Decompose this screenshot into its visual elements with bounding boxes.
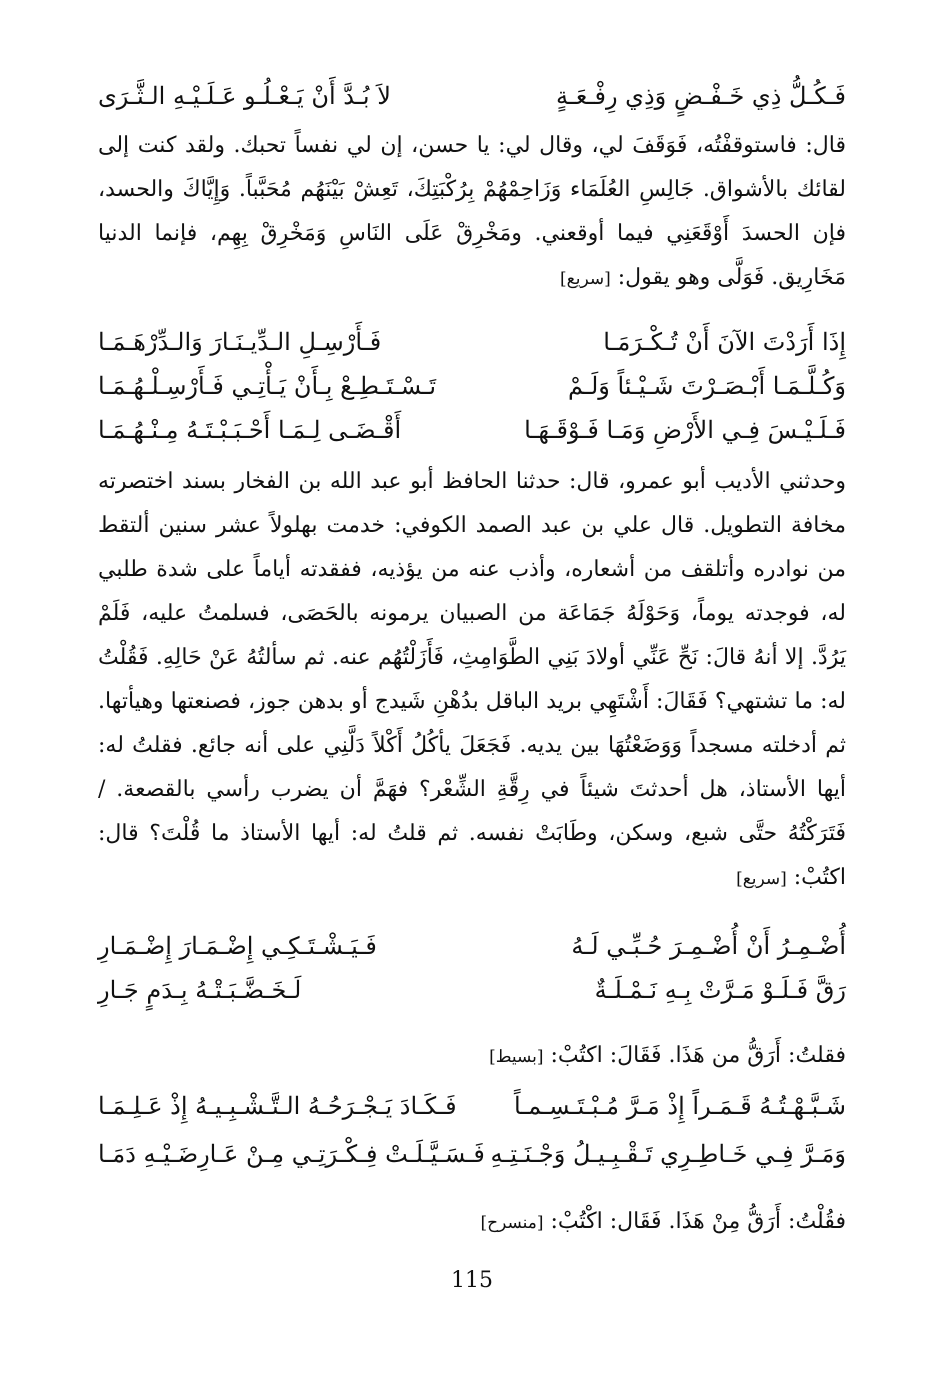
meter-label: [بسيط]	[489, 1047, 544, 1067]
verse-line	[98, 926, 846, 966]
verse-second-hemistich: تَـسْـتَـطِـعْ بِـأَنْ يَـأْتِـي فَـأَرْسِـلْـهُـمَـا	[98, 372, 437, 400]
paragraph-text: وحدثني الأديب أبو عمرو، قال: حدثنا الحافظ أبو عبد الله بن الفخار بسند اختصرته مخافة التطويل. قال علي بن عبد الصمد الكوفي: خدمت بهلولاً عشر سنين ألتقط من نوادره وأتلقف من أشعاره، وأذب عنه من يؤذيه، ففقدته أياماً على شدة طلبي له، فوجدته يوماً، وَحَوْلَهُ جَمَاعَة من الصبيان يرمونه بالحَصَى، فسلمتُ عليه، فَلَمْ يَرُدَّ. إلا أنهُ قالَ: نَحِّ عَنِّي أولادَ بَنِي الطَّوَامِثِ، فَأَزَلْتُهُم عنه. ثم سألتُهُ عَنْ حَالِهِ. فَقُلْتُ له: ما تشتهي؟ فَقَالَ: أَشْتَهِي بريد الباقل بدُهْنِ شَيدج أو بدهن جوز، فصنعتها وهيأتها. ثم أدخلته مسجداً وَوَضَعْتُهَا بين يديه. فَجَعَلَ يأكُلُ أَكْلاً دَلَّنِي على أنه جائع. فقلتُ له: أيها الأستاذ، هل أحدثتَ شيئاً في رِقَّةِ الشِّعْر؟ فهَمَّ أن يضرب رأسي بالقصعة. /فَتَرَكْتُهُ حتَّى شبع، وسكن، وطَابَتْ نفسه. ثم قلتُ له: أيها الأستاذ ما قُلْتَ؟ قال: اكتُبْ:	[98, 469, 846, 890]
verse-second-hemistich: لاَ بُـدَّ أَنْ يَـعْـلُـو عَـلَـيْـهِ الـثَّـرَى	[98, 82, 391, 110]
meter-label: [منسرح]	[480, 1213, 544, 1233]
verse-second-hemistich: فَـيَـشْـتَـكِـي إِضْـمَـارَ إِضْـمَـارِ	[98, 932, 377, 960]
verse-line	[98, 970, 846, 1010]
verse-first-hemistich: إِذَا أَرَدْتَ الآنَ أَنْ تُـكْـرَمَـا	[603, 328, 846, 356]
verse-line	[98, 322, 846, 362]
verse-first-hemistich: شَـبَّـهْـتُـهُ قَـمَـراً إِذْ مَـرَّ مُـبْـتَـسِـمـاً	[513, 1092, 846, 1120]
meter-label: [سريع]	[560, 269, 611, 289]
verse-line	[98, 366, 846, 406]
paragraph	[98, 124, 846, 304]
verse-first-hemistich: وَكُـلَّـمَـا أَبْـصَـرْتَ شَـيْـئاً وَلَـمْ	[567, 372, 846, 400]
verse-line	[98, 76, 846, 116]
verse-first-hemistich: رَقَّ فَـلَـوْ مَـرَّتْ بِـهِ نَـمْـلَـةٌ	[594, 976, 846, 1004]
verse-first-hemistich: فَـكُـلُّ ذِي خَـفْـضٍ وَذِي رِفْـعَـةٍ	[555, 82, 846, 110]
paragraph	[98, 460, 846, 920]
verse-first-hemistich: أُضْـمِـرُ أَنْ أُضْـمِـرَ حُـبِّـي لَـهُ	[571, 932, 846, 960]
verse-first-hemistich: وَمَـرَّ فِـي خَـاطِـرِي تَـقْـبِـيـلُ وَجْـنَـتِـهِ	[490, 1140, 846, 1168]
paragraph-text: فقلتُ: أَرَقُّ من هَذَا. فَقَالَ: اكتُبْ:	[550, 1043, 846, 1068]
verse-second-hemistich: فَـسَـيَّـلَـتْ فِـكْـرَتِـي مِـنْ عَـارِضَـيْـهِ دَمَـا	[98, 1140, 485, 1168]
verse-line	[98, 1086, 846, 1126]
verse-second-hemistich: لَـخَـضَّـبَـتْـهُ بِـدَمٍ جَـارِ	[98, 976, 302, 1004]
paragraph-text: فقُلْتُ: أَرَقُّ مِنْ هَذَا. فَقَال: اكْتُبْ:	[550, 1209, 846, 1234]
page-number: 115	[451, 1268, 493, 1293]
verse-line	[98, 1134, 846, 1174]
meter-label: [سريع]	[736, 869, 787, 889]
paragraph-text: قال: فاستوقفْتُه، فَوَقَفَ لي، وقال لي: يا حسن، إن لي نفساً تحبك. ولقد كنت إلى لقائك بالأشواق. جَالِسِ العُلَمَاء وَزَاحِمْهُمْ بِرُكْبَتِكَ، تَعِشْ بَيْنَهُم مُحَبَّباً. وَإِيَّاكَ والحسد، فإن الحسدَ أَوْقَعَنِي فيما أوقعني. ومَخْرِقْ عَلَى النَاسِ وَمَخْرِقْ بِهِم، فإنما الدنيا مَخَارِيق. فَوَلَّى وهو يقول:	[98, 133, 846, 290]
verse-second-hemistich: فَـأَرْسِـلِ الـدِّيـنَـارَ وَالـدِّرْهَـمَـا	[98, 328, 382, 356]
verse-line	[98, 410, 846, 450]
paragraph	[98, 1200, 846, 1244]
paragraph	[98, 1034, 846, 1078]
verse-first-hemistich: فَـلَـيْـسَ فِـي الأَرْضِ وَمَـا فَـوْقَـهَـا	[524, 416, 846, 444]
verse-second-hemistich: أَقْـضَـى لِـمَـا أَحْـبَـبْـتَـهُ مِـنْـهُـمَـا	[98, 416, 402, 444]
verse-second-hemistich: فَـكَـادَ يَـجْـرَحُـهُ الـتَّـشْـبِـيـهُ إِذْ عَـلِـمَـا	[98, 1092, 457, 1120]
